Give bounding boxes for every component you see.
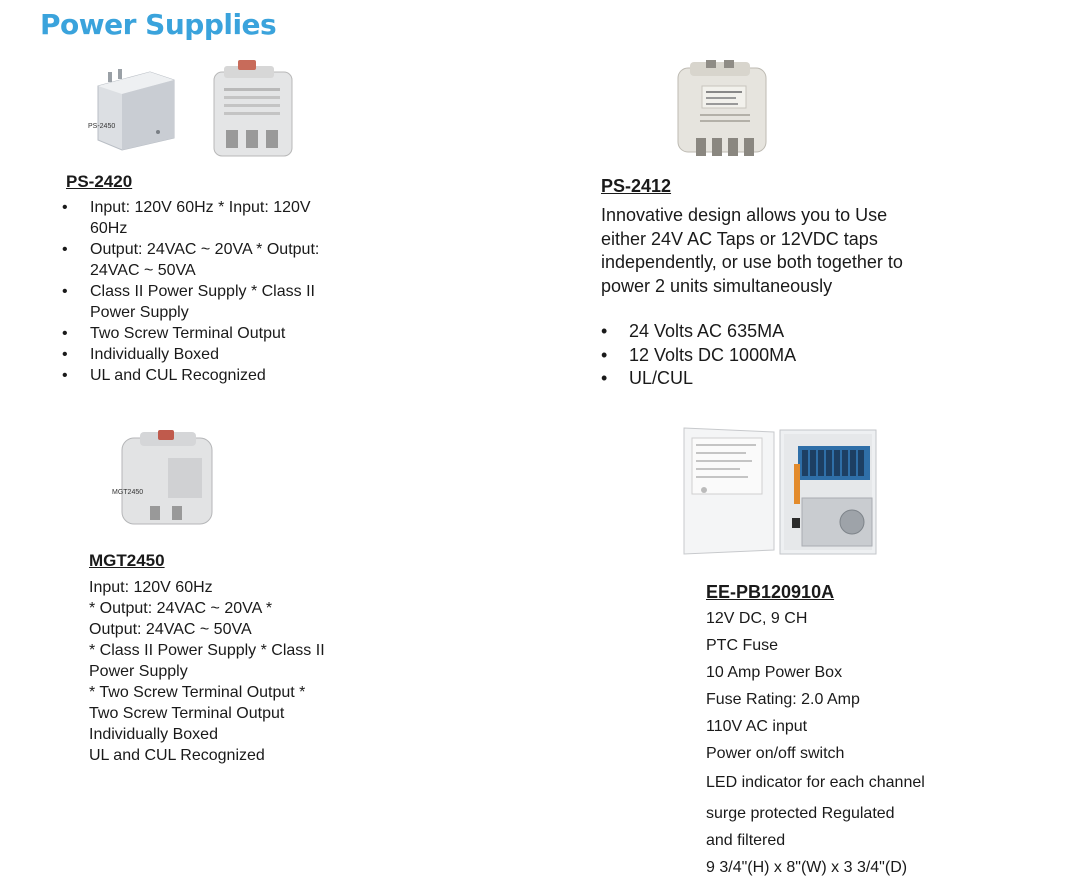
list-item: • Input: 120V 60Hz * Input: 120V 60Hz [62, 199, 311, 237]
spec-line: surge protected Regulated [706, 805, 895, 822]
ps-2412-features [601, 320, 901, 391]
page-title: Power Supplies [40, 8, 277, 41]
spec-line: Power Supply [89, 663, 188, 680]
ee-pb120910a-product-image [680, 424, 880, 558]
spec-line: Individually Boxed [89, 726, 218, 743]
spec-line: Fuse Rating: 2.0 Amp [706, 691, 860, 708]
list-item: • UL/CUL [601, 368, 694, 388]
mgt2450-features [89, 577, 379, 766]
mgt2450-product-image [110, 428, 220, 528]
ps-2412-name: PS-2412 [601, 176, 672, 196]
spec-line: UL and CUL Recognized [89, 747, 265, 764]
spec-line: LED indicator for each channel [706, 774, 925, 791]
ee-pb120910a-name: EE-PB120910A [706, 582, 835, 602]
mgt2450-image-label: MGT2450 [112, 489, 144, 496]
spec-line: 9 3/4"(H) x 8"(W) x 3 3/4"(D) [706, 859, 908, 876]
spec-line: 10 Amp Power Box [706, 664, 843, 681]
spec-line: 12V DC, 9 CH [706, 610, 808, 627]
spec-line: * Output: 24VAC ~ 20VA * [89, 600, 273, 617]
spec-line: and filtered [706, 832, 786, 849]
spec-line: Input: 120V 60Hz [89, 579, 213, 596]
list-item: • 24 Volts AC 635MA [601, 321, 785, 341]
ps-2420-name: PS-2420 [66, 172, 133, 191]
spec-line: * Two Screw Terminal Output * [89, 684, 306, 701]
list-item: • Output: 24VAC ~ 20VA * Output: 24VAC ~ 50VA [62, 241, 320, 279]
spec-line: Two Screw Terminal Output [89, 705, 285, 722]
ee-pb120910a-features [706, 610, 1006, 886]
spec-line: Output: 24VAC ~ 50VA [89, 621, 252, 638]
ps-2420-product-image [78, 58, 293, 158]
ps-2412-product-image [672, 58, 772, 166]
list-item: • UL and CUL Recognized [62, 367, 266, 384]
ps-2420-features [62, 197, 352, 386]
ps-2412-description: Innovative design allows you to Use either 24V AC Taps or 12VDC taps independently, or use both together to power 2 units simultaneously [601, 205, 903, 296]
list-item: • Individually Boxed [62, 346, 219, 363]
ps-2450-image-label: PS-2450 [88, 123, 116, 130]
spec-line: Power on/off switch [706, 745, 845, 762]
spec-line: 110V AC input [706, 718, 808, 735]
spec-line: * Class II Power Supply * Class II [89, 642, 325, 659]
list-item: • Two Screw Terminal Output [62, 325, 286, 342]
list-item: • Class II Power Supply * Class II Power Supply [62, 283, 315, 321]
list-item: • 12 Volts DC 1000MA [601, 344, 797, 365]
spec-line: PTC Fuse [706, 637, 779, 654]
mgt2450-name: MGT2450 [89, 551, 165, 570]
